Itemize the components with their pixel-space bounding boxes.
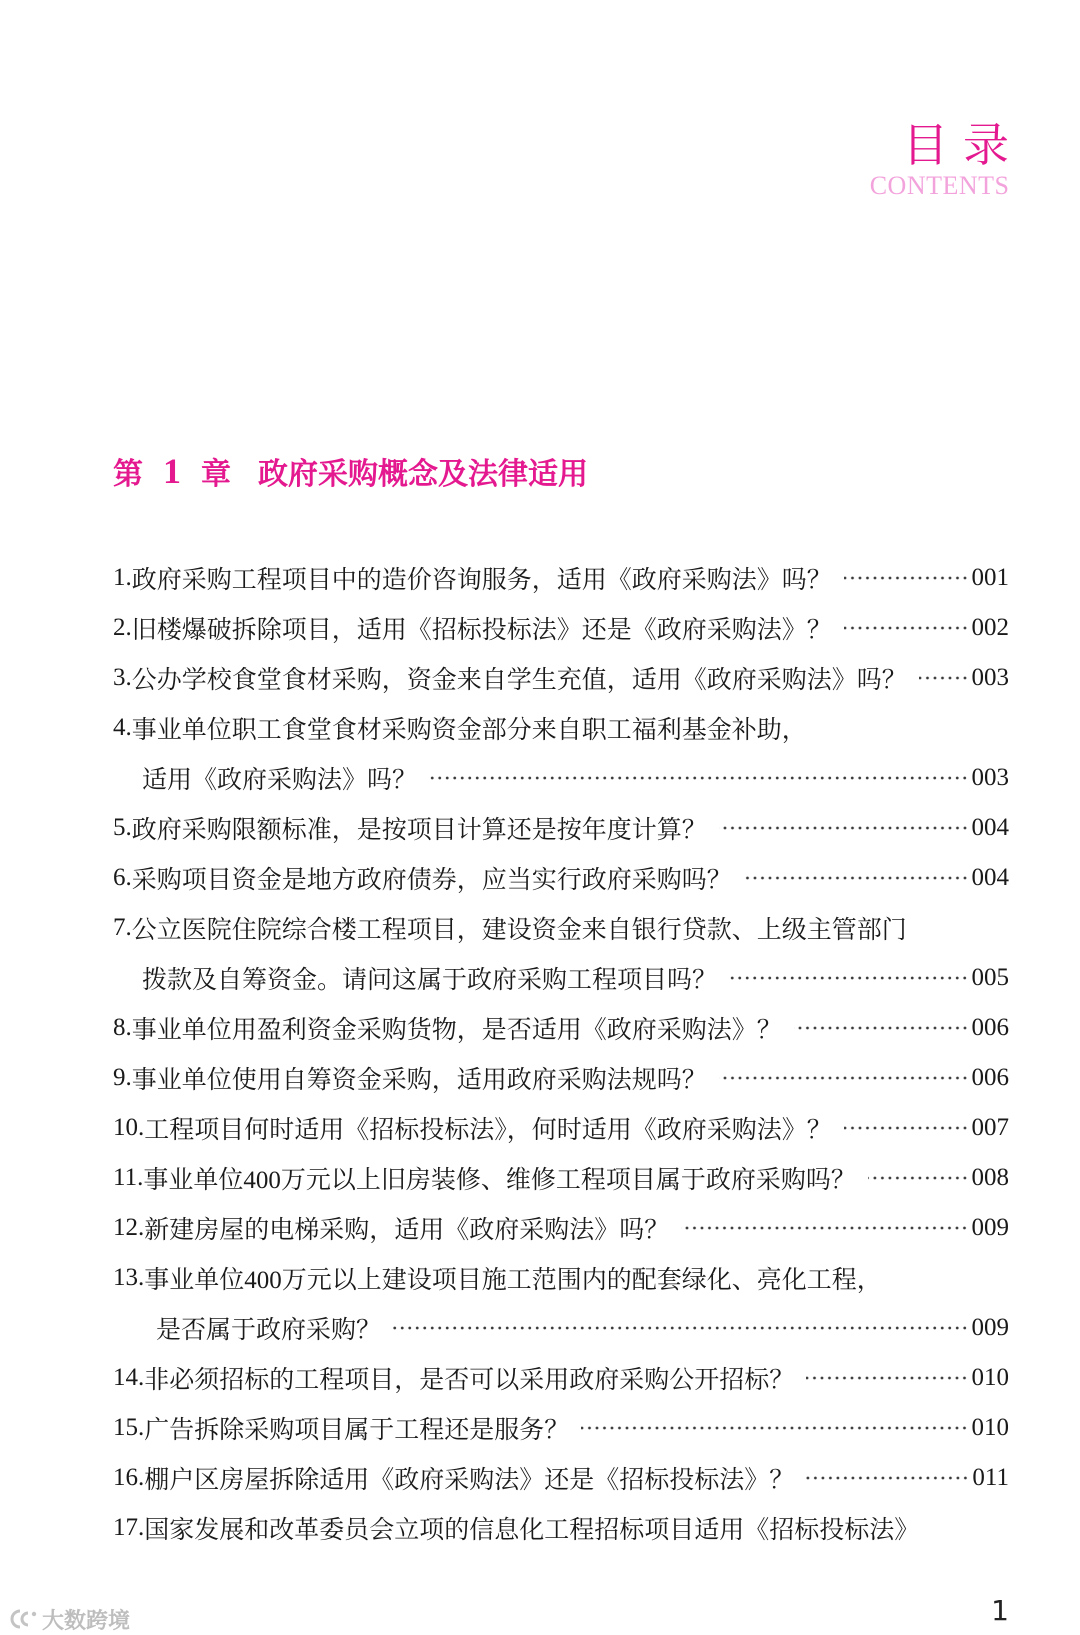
toc-entry-number: 4.: [113, 714, 132, 741]
dot-leader: [794, 1003, 969, 1053]
toc-entry-text: 棚户区房屋拆除适用《政府采购法》还是《招标投标法》？: [144, 1467, 795, 1494]
toc-entry-page: 009: [971, 1314, 1009, 1341]
dot-leader: [868, 1153, 969, 1203]
dot-leader: [844, 553, 969, 603]
toc-entry-number: 15.: [113, 1414, 145, 1441]
toc-entry-4-continuation: [113, 753, 1009, 803]
dot-leader: [729, 953, 968, 1003]
dot-leader: [844, 1103, 969, 1153]
watermark: [8, 1606, 130, 1632]
toc-entry-2: [113, 603, 1009, 653]
toc-entry-8: [113, 1003, 1009, 1053]
toc-entry-number: 13.: [113, 1264, 145, 1291]
dot-leader: [806, 1353, 968, 1403]
toc-entry-page: 011: [972, 1464, 1009, 1491]
chapter-heading: [113, 449, 588, 493]
toc-entry-16: [113, 1453, 1009, 1503]
toc-entry-number: 2.: [113, 614, 132, 641]
toc-entry-text: 政府采购限额标准，是按项目计算还是按年度计算？: [131, 817, 707, 844]
toc-entry-13: [113, 1253, 1009, 1303]
toc-entry-5: [113, 803, 1009, 853]
toc-entry-page: 001: [971, 564, 1009, 591]
toc-entry-number: 9.: [113, 1064, 132, 1091]
dot-leader: [681, 1203, 968, 1253]
toc-entry-text: 公办学校食堂食材采购，资金来自学生充值，适用《政府采购法》吗？: [131, 667, 907, 694]
toc-entry-text: 广告拆除采购项目属于工程还是服务？: [144, 1417, 570, 1444]
toc-entry-text: 事业单位用盈利资金采购货物，是否适用《政府采购法》？: [131, 1017, 782, 1044]
toc-entry-page: 007: [971, 1114, 1009, 1141]
toc-entry-text: 旧楼爆破拆除项目，适用《招标投标法》还是《政府采购法》？: [131, 617, 832, 644]
toc-entry-number: 12.: [113, 1214, 145, 1241]
toc-entry-page: 010: [971, 1414, 1009, 1441]
toc-entry-text: 事业单位使用自筹资金采购，适用政府采购法规吗？: [131, 1067, 707, 1094]
watermark-text: 大数跨境: [42, 1608, 131, 1634]
toc-entry-page: 004: [971, 814, 1009, 841]
toc-entry-number: 3.: [113, 664, 132, 691]
toc-entry-page: 003: [971, 764, 1009, 791]
dot-leader: [719, 1053, 969, 1103]
chapter-number: 1: [163, 451, 181, 491]
dot-leader: [581, 1403, 968, 1453]
toc-entry-7: [113, 903, 1009, 953]
toc-entry-text: 拨款及自筹资金。请问这属于政府采购工程项目吗？: [142, 967, 718, 994]
page-title: 目 录: [902, 118, 1009, 172]
toc-entry-3: [113, 653, 1009, 703]
toc-entry-number: 16.: [113, 1464, 145, 1491]
chapter-suffix: 章: [201, 457, 231, 492]
toc-entry-text: 事业单位400万元以上旧房装修、维修工程项目属于政府采购吗？: [143, 1167, 856, 1194]
dot-leader: [429, 753, 968, 803]
toc-entry-number: 17.: [113, 1514, 145, 1541]
toc-entry-text: 政府采购工程项目中的造价咨询服务，适用《政府采购法》吗？: [131, 567, 832, 594]
dot-leader: [806, 1453, 969, 1503]
toc-entry-number: 11.: [113, 1164, 144, 1191]
toc-entry-13-continuation: [113, 1303, 1009, 1353]
toc-entry-1: [113, 553, 1009, 603]
toc-entry-text: 非必须招标的工程项目，是否可以采用政府采购公开招标？: [144, 1367, 795, 1394]
dot-leader: [393, 1303, 968, 1353]
toc-entry-page: 002: [971, 614, 1009, 641]
toc-entry-10: [113, 1103, 1009, 1153]
page-number: 1: [991, 1594, 1009, 1627]
toc-entry-text: 是否属于政府采购？: [156, 1317, 382, 1344]
toc-entry-text: 国家发展和改革委员会立项的信息化工程招标项目适用《招标投标法》: [144, 1517, 920, 1544]
dot-leader: [844, 603, 969, 653]
toc-entry-number: 8.: [113, 1014, 132, 1041]
toc-entry-6: [113, 853, 1009, 903]
toc-entry-4: [113, 703, 1009, 753]
toc-entry-number: 6.: [113, 864, 132, 891]
toc-list: [113, 553, 1009, 1553]
toc-entry-page: 008: [971, 1164, 1009, 1191]
toc-entry-text: 事业单位职工食堂食材采购资金部分来自职工福利基金补助，: [131, 717, 807, 744]
toc-entry-page: 005: [971, 964, 1009, 991]
toc-entry-text: 采购项目资金是地方政府债券，应当实行政府采购吗？: [131, 867, 732, 894]
brand-logo-icon: [8, 1608, 38, 1630]
toc-entry-text: 工程项目何时适用《招标投标法》，何时适用《政府采购法》？: [144, 1117, 832, 1144]
dot-leader: [744, 853, 969, 903]
toc-entry-text: 公立医院住院综合楼工程项目，建设资金来自银行贷款、上级主管部门: [131, 917, 907, 944]
toc-entry-page: 006: [971, 1064, 1009, 1091]
toc-entry-17: [113, 1503, 1009, 1553]
toc-entry-number: 7.: [113, 914, 132, 941]
chapter-title: 政府采购概念及法律适用: [258, 457, 588, 492]
toc-entry-14: [113, 1353, 1009, 1403]
page-subtitle: CONTENTS: [869, 171, 1010, 200]
toc-entry-page: 006: [971, 1014, 1009, 1041]
toc-entry-page: 009: [971, 1214, 1009, 1241]
toc-entry-page: 003: [971, 664, 1009, 691]
toc-entry-number: 10.: [113, 1114, 145, 1141]
toc-entry-text: 新建房屋的电梯采购，适用《政府采购法》吗？: [144, 1217, 670, 1244]
toc-entry-11: [113, 1153, 1009, 1203]
toc-entry-15: [113, 1403, 1009, 1453]
toc-entry-12: [113, 1203, 1009, 1253]
chapter-prefix: 第: [113, 457, 143, 492]
toc-entry-number: 5.: [113, 814, 132, 841]
toc-entry-9: [113, 1053, 1009, 1103]
toc-entry-page: 004: [971, 864, 1009, 891]
dot-leader: [719, 803, 969, 853]
toc-entry-7-continuation: [113, 953, 1009, 1003]
toc-entry-number: 1.: [113, 564, 132, 591]
dot-leader: [919, 653, 969, 703]
toc-entry-number: 14.: [113, 1364, 145, 1391]
toc-entry-text: 事业单位400万元以上建设项目施工范围内的配套绿化、亮化工程，: [144, 1267, 882, 1294]
toc-entry-page: 010: [971, 1364, 1009, 1391]
toc-entry-text: 适用《政府采购法》吗？: [142, 767, 418, 794]
